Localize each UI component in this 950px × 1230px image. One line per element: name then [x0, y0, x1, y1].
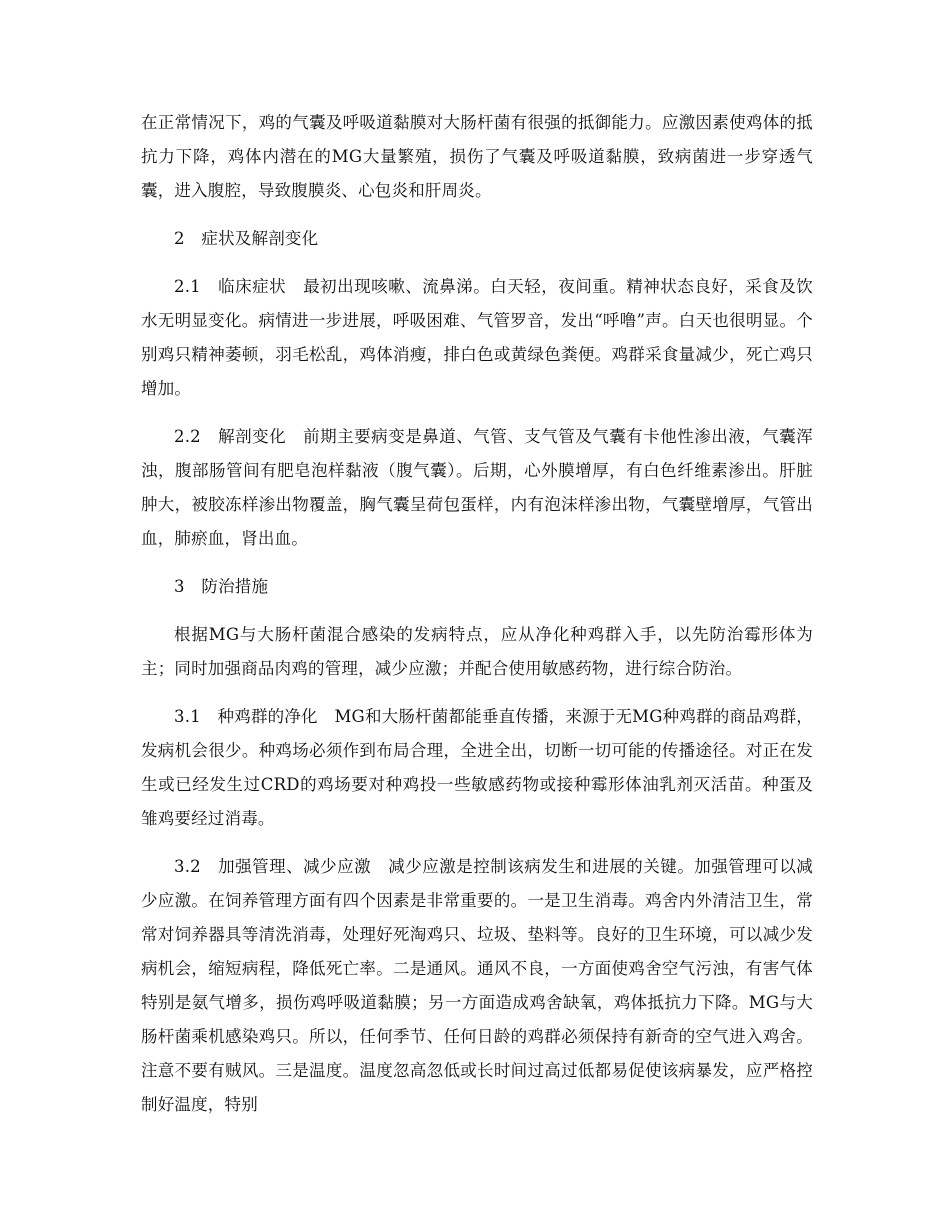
- paragraph-clinical-symptoms: 2.1 临床症状 最初出现咳嗽、流鼻涕。白天轻，夜间重。精神状态良好，采食及饮水无明显变化。病情进一步进展，呼吸困难、气管罗音，发出“呼噜”声。白天也很明显。个别鸡只精神萎顿，羽毛松乱，鸡体消瘦，排白色或黄绿色粪便。鸡群采食量减少，死亡鸡只增加。: [141, 277, 813, 398]
- paragraph-breeder-purification: 3.1 种鸡群的净化 MG和大肠杆菌都能垂直传播，来源于无MG种鸡群的商品鸡群，发病机会很少。种鸡场必须作到布局合理，全进全出，切断一切可能的传播途径。对正在发生或已经发生过CRD的鸡场要对种鸡投一些敏感药物或接种霉形体油乳剂灭活苗。种蛋及雏鸡要经过消毒。: [141, 707, 813, 828]
- paragraph-pathogenesis: 在正常情况下，鸡的气囊及呼吸道黏膜对大肠杆菌有很强的抵御能力。应激因素使鸡体的抵抗力下降，鸡体内潜在的MG大量繁殖，损伤了气囊及呼吸道黏膜，致病菌进一步穿透气囊，进入腹腔，导致腹膜炎、心包炎和肝周炎。: [141, 113, 813, 200]
- section-heading-prevention: 3 防治措施: [174, 577, 269, 596]
- section-heading-symptoms: 2 症状及解剖变化: [174, 229, 319, 248]
- document-body: [141, 106, 813, 1122]
- paragraph-anatomical-changes: 2.2 解剖变化 前期主要病变是鼻道、气管、支气管及气囊有卡他性渗出液，气囊浑浊，腹部肠管间有肥皂泡样黏液（腹气囊）。后期，心外膜增厚，有白色纤维素渗出。肝脏肿大，被胶冻样渗出物覆盖，胸气囊呈荷包蛋样，内有泡沫样渗出物，气囊壁增厚，气管出血，肺瘀血，肾出血。: [141, 427, 813, 548]
- paragraph-prevention-intro: 根据MG与大肠杆菌混合感染的发病特点，应从净化种鸡群入手，以先防治霉形体为主；同时加强商品肉鸡的管理，减少应激；并配合使用敏感药物，进行综合防治。: [141, 625, 813, 678]
- paragraph-management-stress: 3.2 加强管理、减少应激 减少应激是控制该病发生和进展的关键。加强管理可以减少应激。在饲养管理方面有四个因素是非常重要的。一是卫生消毒。鸡舍内外清洁卫生，常常对饲养器具等清洗消毒，处理好死淘鸡只、垃圾、垫料等。良好的卫生环境，可以减少发病机会，缩短病程，降低死亡率。二是通风。通风不良，一方面使鸡舍空气污浊，有害气体特别是氨气增多，损伤鸡呼吸道黏膜；另一方面造成鸡舍缺氧，鸡体抵抗力下降。MG与大肠杆菌乘机感染鸡只。所以，任何季节、任何日龄的鸡群必须保持有新奇的空气进入鸡舍。注意不要有贼风。三是温度。温度忽高忽低或长时间过高过低都易促使该病暴发，应严格控制好温度，特别: [141, 857, 813, 1114]
